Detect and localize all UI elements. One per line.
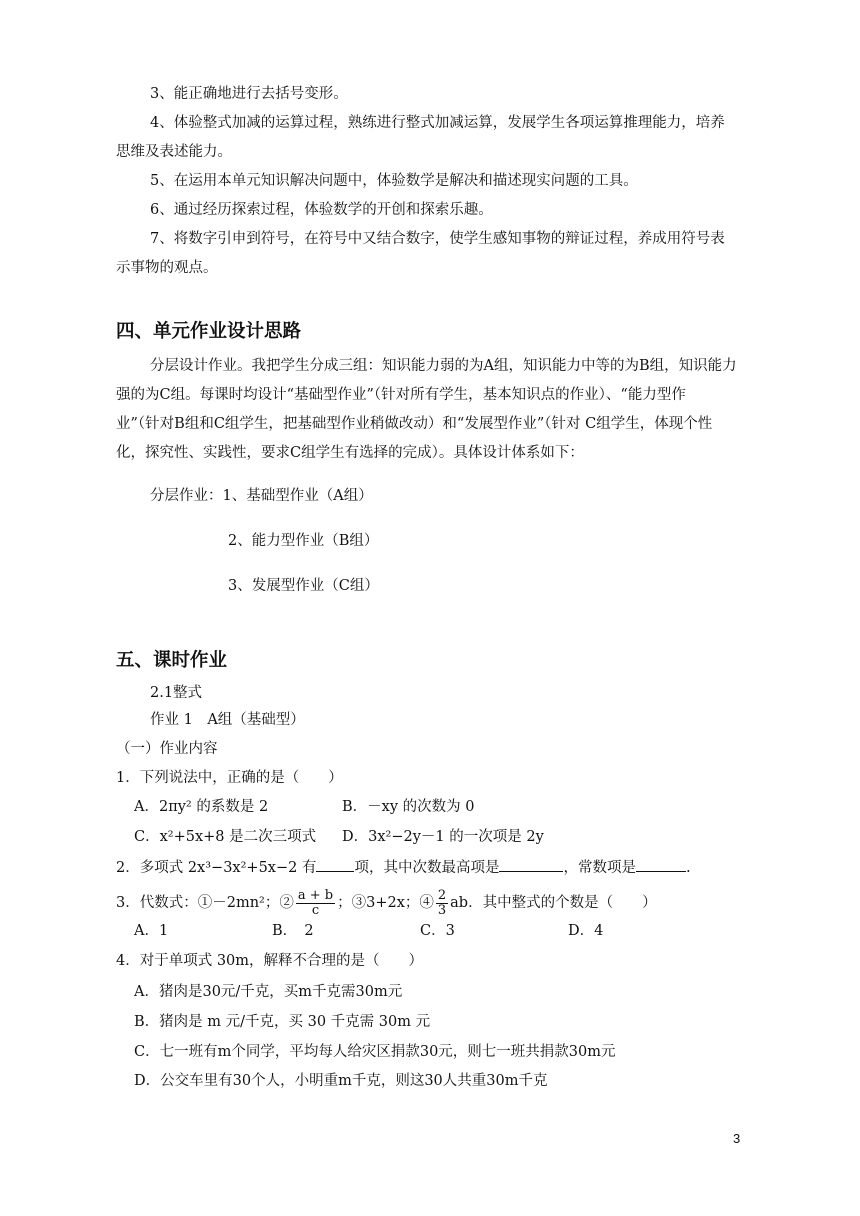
content-label: （一）作业内容 xyxy=(116,741,218,757)
layer-development: 3、发展型作业（C组） xyxy=(228,578,379,594)
q4-option-b: B．猪肉是 m 元/千克，买 30 千克需 30m 元 xyxy=(134,1014,431,1030)
section4-line-4: 化，探究性、实践性，要求C组学生有选择的完成）。具体设计体系如下： xyxy=(116,445,584,461)
q2-blank-2 xyxy=(499,857,563,872)
homework-label: 作业 1 A组（基础型） xyxy=(150,712,305,728)
q3-fraction-1-numerator: a + b xyxy=(297,887,334,903)
q3-option-b: B． 2 xyxy=(272,923,314,939)
q3-option-d: D．4 xyxy=(568,923,604,939)
objective-5: 5、在运用本单元知识解决问题中，体验数学是解决和描述现实问题的工具。 xyxy=(150,173,638,189)
q3-option-c: C．3 xyxy=(420,923,455,939)
q3-fraction-2-numerator: 2 xyxy=(437,887,447,903)
q1-option-d: D．3x²−2y－1 的一次项是 2y xyxy=(342,829,544,845)
objective-6: 6、通过经历探索过程，体验数学的开创和探索乐趣。 xyxy=(150,202,493,218)
q2-part2: 项，其中次数最高项是 xyxy=(354,860,500,876)
section5-title: 五、课时作业 xyxy=(116,650,228,671)
q4-option-c: C．七一班有m个同学，平均每人给灾区捐款30元，则七一班共捐款30m元 xyxy=(134,1044,616,1060)
section4-title: 四、单元作业设计思路 xyxy=(116,321,302,342)
q2-part3: ，常数项是 xyxy=(563,860,636,876)
q2-stem xyxy=(116,857,691,878)
q1-option-a: A．2πy² 的系数是 2 xyxy=(134,799,269,815)
q1-option-c: C．x²+5x+8 是二次三项式 xyxy=(134,829,317,845)
objective-7-cont: 示事物的观点。 xyxy=(116,260,218,276)
q1-stem: 1．下列说法中，正确的是（ ） xyxy=(116,770,343,786)
q3-option-a: A．1 xyxy=(134,923,169,939)
q4-option-a: A．猪肉是30元/千克，买m千克需30m元 xyxy=(134,984,403,1000)
section4-line-3: 业”（针对B组和C组学生，把基础型作业稍做改动）和“发展型作业”（针对 C组学生，体现个性 xyxy=(116,416,713,432)
q4-option-d: D．公交车里有30个人，小明重m千克，则这30人共重30m千克 xyxy=(134,1073,548,1089)
objective-7: 7、将数字引申到符号，在符号中又结合数字，使学生感知事物的辩证过程，养成用符号表 xyxy=(150,231,725,247)
q2-part1: 2．多项式 2x³−3x²+5x−2 有 xyxy=(116,860,317,876)
section4-line-2: 强的为C组。每课时均设计“基础型作业”（针对所有学生，基本知识点的作业）、“能力型作 xyxy=(116,387,686,403)
q3-suffix: ab．其中整式的个数是（ ） xyxy=(450,895,657,911)
q3-stem xyxy=(116,886,657,920)
q3-fraction-1-denominator: c xyxy=(311,902,320,918)
page-number: 3 xyxy=(733,1131,741,1146)
q2-blank-3 xyxy=(636,857,686,872)
layer-ability: 2、能力型作业（B组） xyxy=(228,533,379,549)
q4-stem: 4．对于单项式 30m，解释不合理的是（ ） xyxy=(116,953,424,969)
q1-option-b: B．－xy 的次数为 0 xyxy=(342,799,475,815)
q3-fraction-1 xyxy=(296,889,335,918)
q2-blank-1 xyxy=(316,857,354,872)
objective-3: 3、能正确地进行去括号变形。 xyxy=(150,86,348,102)
section4-line-1: 分层设计作业。我把学生分成三组：知识能力弱的为A组，知识能力中等的为B组，知识能力 xyxy=(150,358,737,374)
layer-basic: 分层作业：1、基础型作业（A组） xyxy=(150,488,373,504)
objective-4: 4、体验整式加减的运算过程，熟练进行整式加减运算，发展学生各项运算推理能力，培养 xyxy=(150,115,725,131)
q3-mid: ；③3+2x；④ xyxy=(337,895,434,911)
q2-part4: . xyxy=(685,860,691,876)
objective-4-cont: 思维及表述能力。 xyxy=(116,144,232,160)
section5-subtitle: 2.1整式 xyxy=(150,685,203,701)
q3-fraction-2-denominator: 3 xyxy=(437,902,447,918)
q3-prefix: 3．代数式：①－2mn²；② xyxy=(116,895,294,911)
q3-fraction-2 xyxy=(436,889,448,918)
